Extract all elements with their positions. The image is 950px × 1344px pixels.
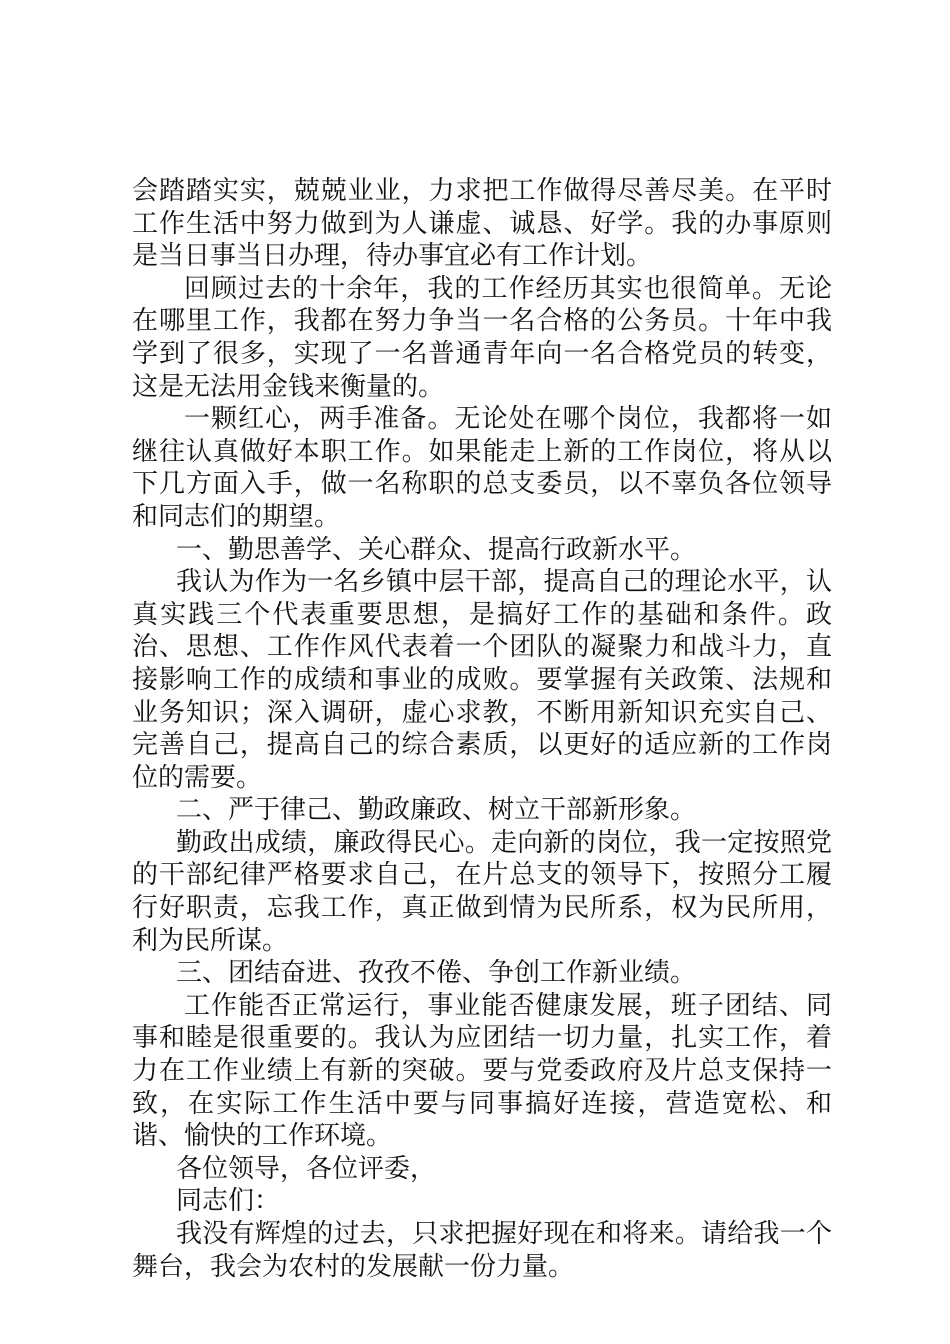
paragraph-3: 一颗红心，两手准备。无论处在哪个岗位，我都将一如继往认真做好本职工作。如果能走上新的工作岗位，将从以下几方面入手，做一名称职的总支委员，以不辜负各位领导和同志们的期望。 — [132, 404, 832, 532]
document-body — [132, 175, 832, 1283]
section-heading-3: 三、团结奋进、孜孜不倦、争创工作新业绩。 — [176, 958, 697, 989]
paragraph-6: 工作能否正常运行，事业能否健康发展，班子团结、同事和睦是很重要的。我认为应团结一切力量，扎实工作，着力在工作业绩上有新的突破。要与党委政府及片总支保持一致，在实际工作生活中要与同事搞好连接，营造宽松、和谐、愉快的工作环境。 — [132, 990, 832, 1152]
section-heading-1: 一、勤思善学、关心群众、提高行政新水平。 — [176, 534, 697, 565]
salutation-line-1: 各位领导，各位评委， — [176, 1153, 437, 1184]
paragraph-1: 会踏踏实实，兢兢业业，力求把工作做得尽善尽美。在平时工作生活中努力做到为人谦虚、诚恳、好学。我的办事原则是当日事当日办理，待办事宜必有工作计划。 — [132, 176, 832, 272]
paragraph-2: 回顾过去的十余年，我的工作经历其实也很简单。无论在哪里工作，我都在努力争当一名合格的公务员。十年中我学到了很多，实现了一名普通青年向一名合格党员的转变，这是无法用金钱来衡量的。 — [132, 273, 832, 402]
closing-paragraph: 我没有辉煌的过去，只求把握好现在和将来。请给我一个舞台，我会为农村的发展献一份力量。 — [132, 1219, 832, 1282]
salutation-line-2: 同志们： — [176, 1186, 281, 1217]
section-heading-2: 二、严于律己、勤政廉政、树立干部新形象。 — [176, 795, 697, 826]
paragraph-5: 勤政出成绩，廉政得民心。走向新的岗位，我一定按照党的干部纪律严格要求自己，在片总支的领导下，按照分工履行好职责，忘我工作，真正做到情为民所系，权为民所用，利为民所谋。 — [132, 827, 832, 956]
paragraph-4: 我认为作为一名乡镇中层干部，提高自己的理论水平，认真实践三个代表重要思想，是搞好工作的基础和条件。政治、思想、工作作风代表着一个团队的凝聚力和战斗力，直接影响工作的成绩和事业的成败。要掌握有关政策、法规和业务知识；深入调研，虚心求教，不断用新知识充实自己、完善自己，提高自己的综合素质，以更好的适应新的工作岗位的需要。 — [132, 567, 832, 793]
